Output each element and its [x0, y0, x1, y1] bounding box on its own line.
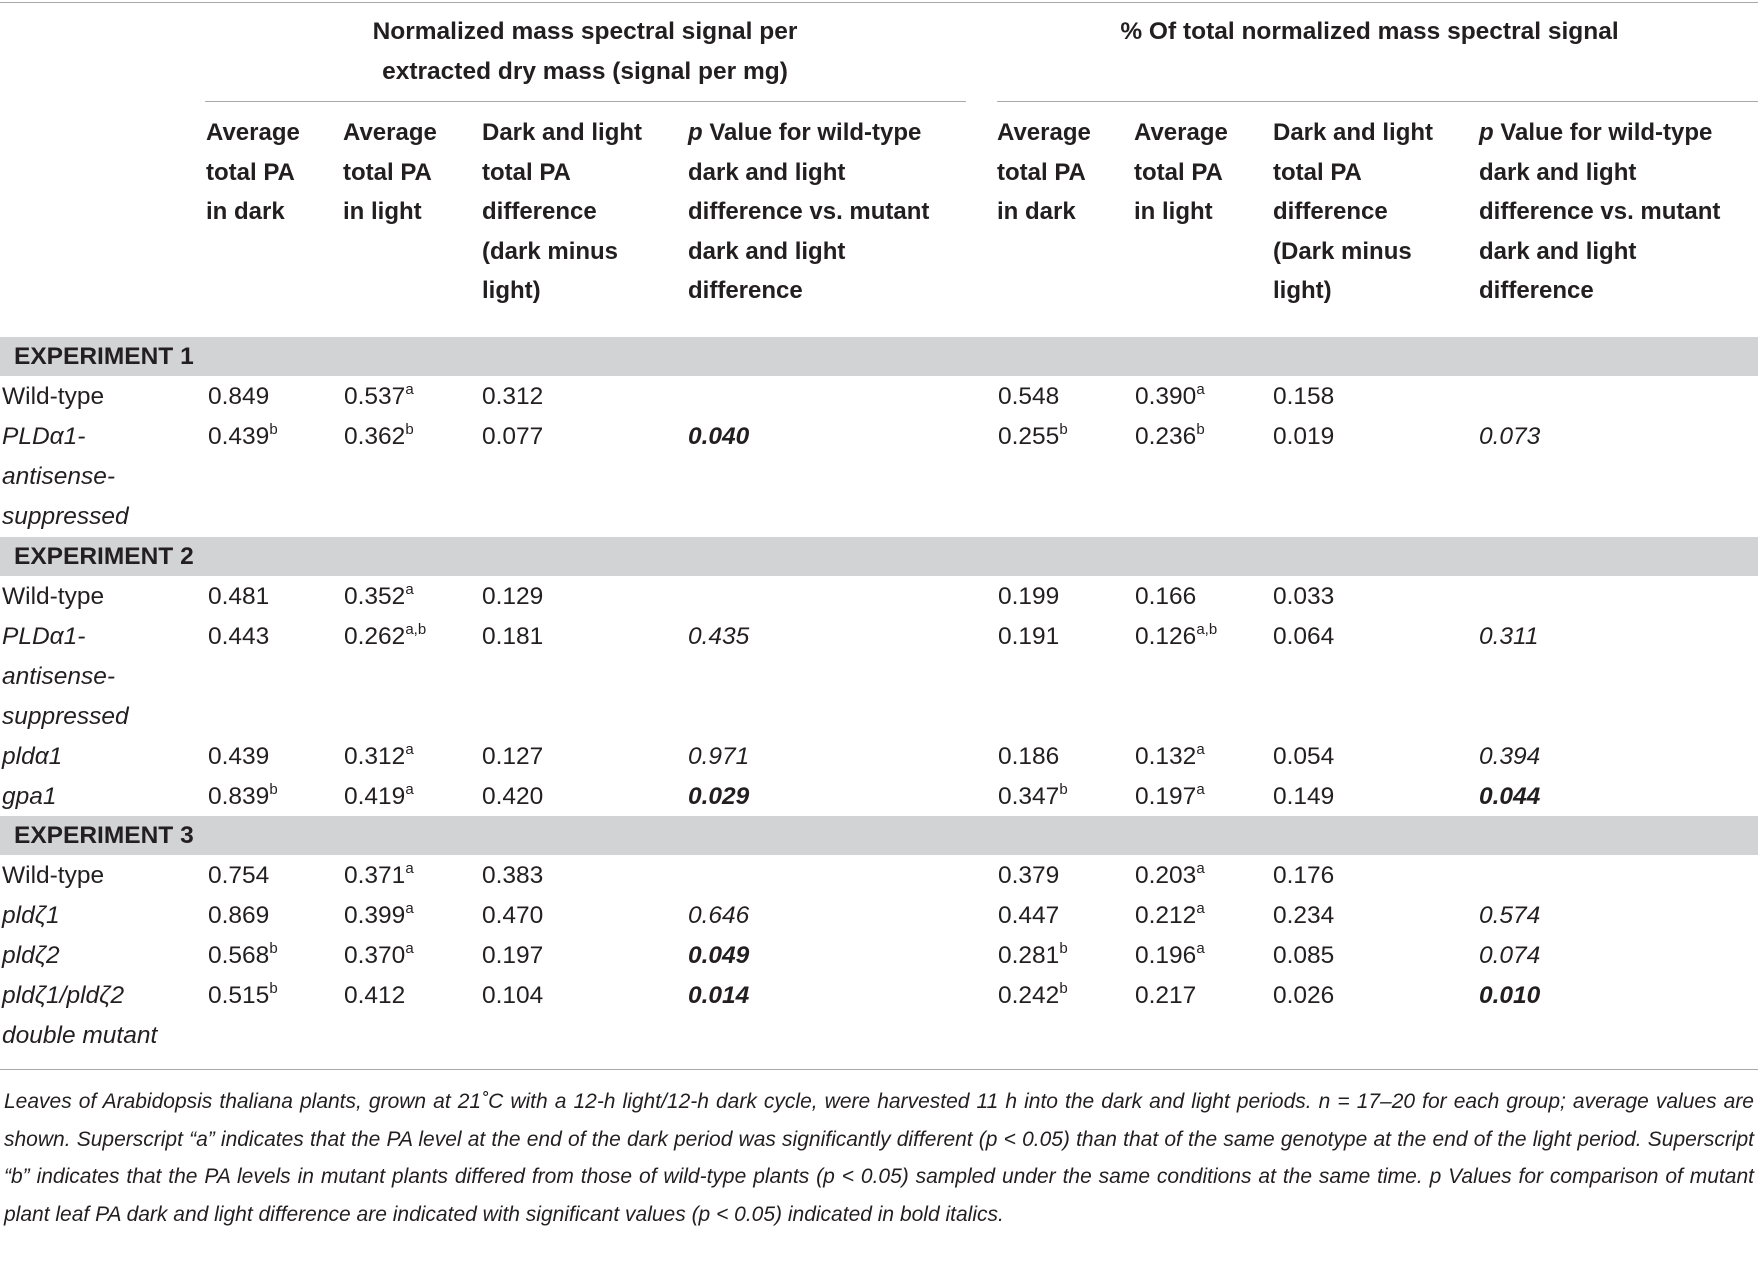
cell-p-p	[1479, 976, 1540, 1016]
section-label: EXPERIMENT 3	[14, 822, 194, 849]
colhead-line: Average	[206, 119, 300, 146]
colhead-norm-diff	[482, 113, 642, 311]
cell-value: 0.199	[998, 583, 1060, 610]
cell-p-dark	[998, 617, 1059, 657]
cell-n-light	[344, 617, 426, 657]
superscript-marker: a	[405, 581, 414, 598]
superscript-marker: b	[405, 421, 414, 438]
cell-value: 0.049	[688, 942, 750, 969]
section-label: EXPERIMENT 1	[14, 343, 194, 370]
colhead-pct-diff	[1273, 113, 1433, 311]
cell-p-dark	[998, 417, 1068, 457]
cell-value: 0.014	[688, 982, 750, 1009]
superscript-marker: a	[1196, 381, 1205, 398]
superscript-marker: b	[1059, 781, 1068, 798]
colhead-line: in dark	[206, 198, 285, 225]
cell-value: 0.255	[998, 423, 1060, 450]
cell-value: 0.311	[1479, 623, 1539, 650]
colhead-line: difference vs. mutant	[688, 198, 930, 225]
cell-value: 0.158	[1273, 383, 1335, 410]
colhead-line: in light	[1134, 198, 1213, 225]
cell-value: 0.217	[1135, 982, 1197, 1009]
cell-p-diff	[1273, 577, 1334, 617]
cell-p-diff	[1273, 737, 1334, 777]
cell-p-light	[1135, 777, 1205, 817]
cell-value: 0.371	[344, 862, 406, 889]
genotype-line: Wild-type	[2, 862, 105, 889]
cell-n-diff	[482, 856, 543, 896]
cell-value: 0.077	[482, 423, 544, 450]
cell-p-light	[1135, 577, 1196, 617]
cell-p-diff	[1273, 377, 1334, 417]
cell-value: 0.126	[1135, 623, 1197, 650]
cell-value: 0.191	[998, 623, 1060, 650]
cell-n-light	[344, 737, 414, 777]
cell-value: 0.040	[688, 423, 750, 450]
cell-value: 0.026	[1273, 982, 1335, 1009]
cell-p-dark	[998, 577, 1059, 617]
colhead-p-symbol: p	[688, 119, 703, 146]
cell-n-diff	[482, 737, 543, 777]
colhead-line: Value for wild-type	[702, 119, 922, 146]
cell-p-p	[1479, 737, 1540, 777]
cell-value: 0.033	[1273, 583, 1335, 610]
cell-n-diff	[482, 377, 543, 417]
genotype-line: pldα1	[2, 743, 63, 770]
cell-n-diff	[482, 896, 543, 936]
cell-n-light	[344, 577, 414, 617]
cell-n-p	[688, 976, 749, 1016]
superscript-marker: b	[1059, 940, 1068, 957]
colhead-line: total PA	[1134, 158, 1223, 186]
superscript-marker: a	[405, 781, 414, 798]
colhead-pct-light	[1134, 113, 1228, 232]
cell-p-light	[1135, 936, 1205, 976]
cell-value: 0.236	[1135, 423, 1197, 450]
cell-value: 0.971	[688, 743, 750, 770]
cell-n-dark	[208, 856, 269, 896]
superscript-marker: b	[1059, 421, 1068, 438]
cell-value: 0.196	[1135, 942, 1197, 969]
genotype-line: Wild-type	[2, 383, 105, 410]
cell-value: 0.869	[208, 902, 270, 929]
colhead-pct-pvalue	[1479, 113, 1720, 311]
cell-value: 0.281	[998, 942, 1060, 969]
superscript-marker: a	[1196, 741, 1205, 758]
cell-p-light	[1135, 856, 1205, 896]
cell-value: 0.412	[344, 982, 406, 1009]
colhead-line: (Dark minus	[1273, 237, 1412, 265]
cell-n-light	[344, 896, 414, 936]
cell-p-light	[1135, 417, 1205, 457]
cell-n-light	[344, 377, 414, 417]
group-header-normalized	[205, 12, 965, 92]
cell-n-dark	[208, 577, 269, 617]
cell-value: 0.548	[998, 383, 1060, 410]
cell-n-diff	[482, 617, 543, 657]
genotype-name	[2, 896, 60, 936]
cell-value: 0.312	[482, 383, 544, 410]
cell-n-light	[344, 417, 414, 457]
colhead-norm-pvalue	[688, 113, 929, 311]
cell-value: 0.129	[482, 583, 544, 610]
genotype-line: pldζ2	[2, 942, 60, 969]
cell-p-dark	[998, 936, 1068, 976]
genotype-line: antisense-	[2, 663, 116, 690]
cell-value: 0.019	[1273, 423, 1335, 450]
cell-value: 0.166	[1135, 583, 1197, 610]
cell-n-light	[344, 936, 414, 976]
colhead-line: (dark minus	[482, 237, 619, 265]
cell-n-p	[688, 936, 749, 976]
cell-p-diff	[1273, 896, 1334, 936]
cell-n-p	[688, 737, 749, 777]
cell-p-light	[1135, 617, 1217, 657]
superscript-marker: a	[1196, 781, 1205, 798]
superscript-marker: a	[1196, 940, 1205, 957]
cell-value: 0.419	[344, 783, 406, 810]
colhead-line: dark and light	[1479, 158, 1637, 186]
colhead-line: Average	[1134, 119, 1228, 146]
group-rule-normalized	[205, 101, 966, 102]
cell-value: 0.203	[1135, 862, 1197, 889]
cell-value: 0.149	[1273, 783, 1335, 810]
cell-n-dark	[208, 417, 278, 457]
colhead-line: dark and light	[688, 237, 846, 265]
cell-p-diff	[1273, 417, 1334, 457]
superscript-marker: a	[1196, 900, 1205, 917]
genotype-name	[2, 377, 104, 417]
genotype-line: suppressed	[2, 703, 129, 730]
cell-n-p	[688, 417, 749, 457]
cell-value: 0.383	[482, 862, 544, 889]
cell-value: 0.394	[1479, 743, 1541, 770]
genotype-name	[2, 936, 60, 976]
cell-p-p	[1479, 896, 1540, 936]
cell-value: 0.234	[1273, 902, 1335, 929]
cell-p-light	[1135, 377, 1205, 417]
cell-p-p	[1479, 777, 1540, 817]
cell-value: 0.044	[1479, 783, 1541, 810]
genotype-line: antisense-	[2, 463, 116, 490]
cell-value: 0.312	[344, 743, 406, 770]
cell-p-dark	[998, 856, 1059, 896]
colhead-line: difference vs. mutant	[1479, 198, 1721, 225]
colhead-line: Value for wild-type	[1493, 119, 1713, 146]
cell-value: 0.352	[344, 583, 406, 610]
superscript-marker: a	[405, 741, 414, 758]
colhead-line: difference	[1273, 198, 1388, 225]
cell-value: 0.054	[1273, 743, 1335, 770]
cell-n-dark	[208, 737, 269, 777]
cell-p-dark	[998, 896, 1059, 936]
colhead-line: light)	[1273, 277, 1332, 304]
superscript-marker: a	[405, 940, 414, 957]
colhead-p-symbol: p	[1479, 119, 1494, 146]
cell-n-light	[344, 856, 414, 896]
cell-value: 0.262	[344, 623, 406, 650]
cell-p-diff	[1273, 856, 1334, 896]
superscript-marker: a	[405, 381, 414, 398]
superscript-marker: a,b	[405, 621, 427, 638]
cell-value: 0.064	[1273, 623, 1335, 650]
colhead-line: difference	[1479, 277, 1594, 304]
cell-value: 0.646	[688, 902, 750, 929]
cell-p-dark	[998, 377, 1059, 417]
superscript-marker: b	[1196, 421, 1205, 438]
cell-value: 0.127	[482, 743, 544, 770]
cell-n-light	[344, 777, 414, 817]
table-caption: Leaves of Arabidopsis thaliana plants, grown at 21˚C with a 12-h light/12-h dark cycle, were harvested 11 h into the dark and light periods. n = 17–20 for each group; average values are shown. Superscript “a” indicates that the PA level at the end of the dark period was significantly different (p < 0.05) than that of the same genotype at the end of the light period. Superscript “b” indicates that the PA levels in mutant plants differed from those of wild-type plants (p < 0.05) sampled under the same conditions at the same time. p Values for comparison of mutant plant leaf PA dark and light difference are indicated with significant values (p < 0.05) indicated in bold italics.	[4, 1090, 1754, 1226]
cell-n-diff	[482, 777, 543, 817]
colhead-norm-dark	[206, 113, 300, 232]
cell-value: 0.347	[998, 783, 1060, 810]
cell-value: 0.839	[208, 783, 270, 810]
colhead-line: total PA	[206, 158, 295, 186]
cell-value: 0.754	[208, 862, 270, 889]
cell-value: 0.197	[1135, 783, 1197, 810]
superscript-marker: b	[1059, 980, 1068, 997]
colhead-line: in light	[343, 198, 422, 225]
genotype-name	[2, 577, 104, 617]
genotype-line: gpa1	[2, 783, 57, 810]
cell-value: 0.029	[688, 783, 750, 810]
colhead-norm-light	[343, 113, 437, 232]
colhead-line: total PA	[1273, 158, 1362, 186]
cell-value: 0.399	[344, 902, 406, 929]
genotype-line: PLDα1-	[2, 623, 86, 650]
superscript-marker: b	[269, 781, 278, 798]
cell-value: 0.470	[482, 902, 544, 929]
group-header-percent	[997, 12, 1742, 52]
cell-value: 0.212	[1135, 902, 1197, 929]
colhead-line: Dark and light	[1273, 119, 1434, 146]
genotype-name	[2, 617, 129, 737]
cell-value: 0.085	[1273, 942, 1335, 969]
cell-value: 0.074	[1479, 942, 1541, 969]
cell-value: 0.362	[344, 423, 406, 450]
group-header-normalized-line2: extracted dry mass (signal per mg)	[382, 58, 788, 85]
cell-n-p	[688, 777, 749, 817]
colhead-line: in dark	[997, 198, 1076, 225]
cell-n-p	[688, 896, 749, 936]
genotype-name	[2, 856, 104, 896]
cell-n-diff	[482, 417, 543, 457]
colhead-line: light)	[482, 277, 541, 304]
cell-value: 0.574	[1479, 902, 1541, 929]
cell-value: 0.242	[998, 982, 1060, 1009]
colhead-line: Average	[997, 119, 1091, 146]
section-header	[0, 816, 1758, 855]
cell-n-dark	[208, 976, 278, 1016]
genotype-line: pldζ1	[2, 902, 60, 929]
cell-value: 0.176	[1273, 862, 1335, 889]
cell-value: 0.849	[208, 383, 270, 410]
genotype-name	[2, 417, 129, 537]
cell-value: 0.390	[1135, 383, 1197, 410]
cell-value: 0.197	[482, 942, 544, 969]
genotype-line: double mutant	[2, 1022, 158, 1049]
superscript-marker: b	[269, 421, 278, 438]
cell-p-light	[1135, 737, 1205, 777]
cell-n-dark	[208, 896, 269, 936]
cell-value: 0.568	[208, 942, 270, 969]
colhead-line: total PA	[997, 158, 1086, 186]
cell-n-dark	[208, 377, 269, 417]
group-header-normalized-line1: Normalized mass spectral signal per	[372, 18, 798, 45]
cell-value: 0.515	[208, 982, 270, 1009]
cell-value: 0.537	[344, 383, 406, 410]
cell-n-p	[688, 617, 749, 657]
cell-n-dark	[208, 777, 278, 817]
group-rule-percent	[997, 101, 1758, 102]
cell-n-dark	[208, 617, 269, 657]
cell-n-diff	[482, 976, 543, 1016]
cell-p-diff	[1273, 976, 1334, 1016]
colhead-line: dark and light	[688, 158, 846, 186]
superscript-marker: a	[1196, 860, 1205, 877]
cell-n-diff	[482, 577, 543, 617]
cell-value: 0.447	[998, 902, 1060, 929]
section-header	[0, 537, 1758, 576]
cell-p-light	[1135, 976, 1196, 1016]
cell-p-p	[1479, 417, 1540, 457]
superscript-marker: a	[405, 900, 414, 917]
superscript-marker: b	[269, 980, 278, 997]
cell-n-light	[344, 976, 405, 1016]
superscript-marker: a	[405, 860, 414, 877]
cell-value: 0.443	[208, 623, 270, 650]
section-label: EXPERIMENT 2	[14, 543, 194, 570]
cell-p-diff	[1273, 777, 1334, 817]
superscript-marker: b	[269, 940, 278, 957]
cell-value: 0.370	[344, 942, 406, 969]
genotype-name	[2, 737, 62, 777]
cell-value: 0.379	[998, 862, 1060, 889]
group-header-percent-line1: % Of total normalized mass spectral signal	[1120, 18, 1619, 45]
cell-value: 0.186	[998, 743, 1060, 770]
cell-value: 0.439	[208, 423, 270, 450]
genotype-name	[2, 777, 57, 817]
colhead-line: total PA	[482, 158, 571, 186]
cell-value: 0.181	[482, 623, 544, 650]
cell-p-p	[1479, 617, 1539, 657]
colhead-line: Dark and light	[482, 119, 643, 146]
cell-p-dark	[998, 737, 1059, 777]
top-rule	[0, 2, 1758, 3]
genotype-line: suppressed	[2, 503, 129, 530]
colhead-line: total PA	[343, 158, 432, 186]
genotype-line: PLDα1-	[2, 423, 86, 450]
cell-value: 0.420	[482, 783, 544, 810]
cell-p-p	[1479, 936, 1540, 976]
genotype-line: pldζ1/pldζ2	[2, 982, 125, 1009]
colhead-line: difference	[482, 198, 597, 225]
colhead-line: difference	[688, 277, 803, 304]
cell-p-diff	[1273, 617, 1334, 657]
colhead-line: dark and light	[1479, 237, 1637, 265]
genotype-line: Wild-type	[2, 583, 105, 610]
colhead-pct-dark	[997, 113, 1091, 232]
cell-p-dark	[998, 777, 1068, 817]
cell-value: 0.481	[208, 583, 270, 610]
cell-n-dark	[208, 936, 278, 976]
cell-value: 0.435	[688, 623, 750, 650]
cell-value: 0.010	[1479, 982, 1541, 1009]
cell-value: 0.439	[208, 743, 270, 770]
cell-p-diff	[1273, 936, 1334, 976]
cell-value: 0.104	[482, 982, 544, 1009]
cell-n-diff	[482, 936, 543, 976]
colhead-line: Average	[343, 119, 437, 146]
bottom-rule	[0, 1069, 1758, 1070]
cell-p-dark	[998, 976, 1068, 1016]
section-header	[0, 337, 1758, 376]
superscript-marker: a,b	[1196, 621, 1218, 638]
cell-p-light	[1135, 896, 1205, 936]
cell-value: 0.132	[1135, 743, 1197, 770]
genotype-name	[2, 976, 157, 1056]
cell-value: 0.073	[1479, 423, 1541, 450]
